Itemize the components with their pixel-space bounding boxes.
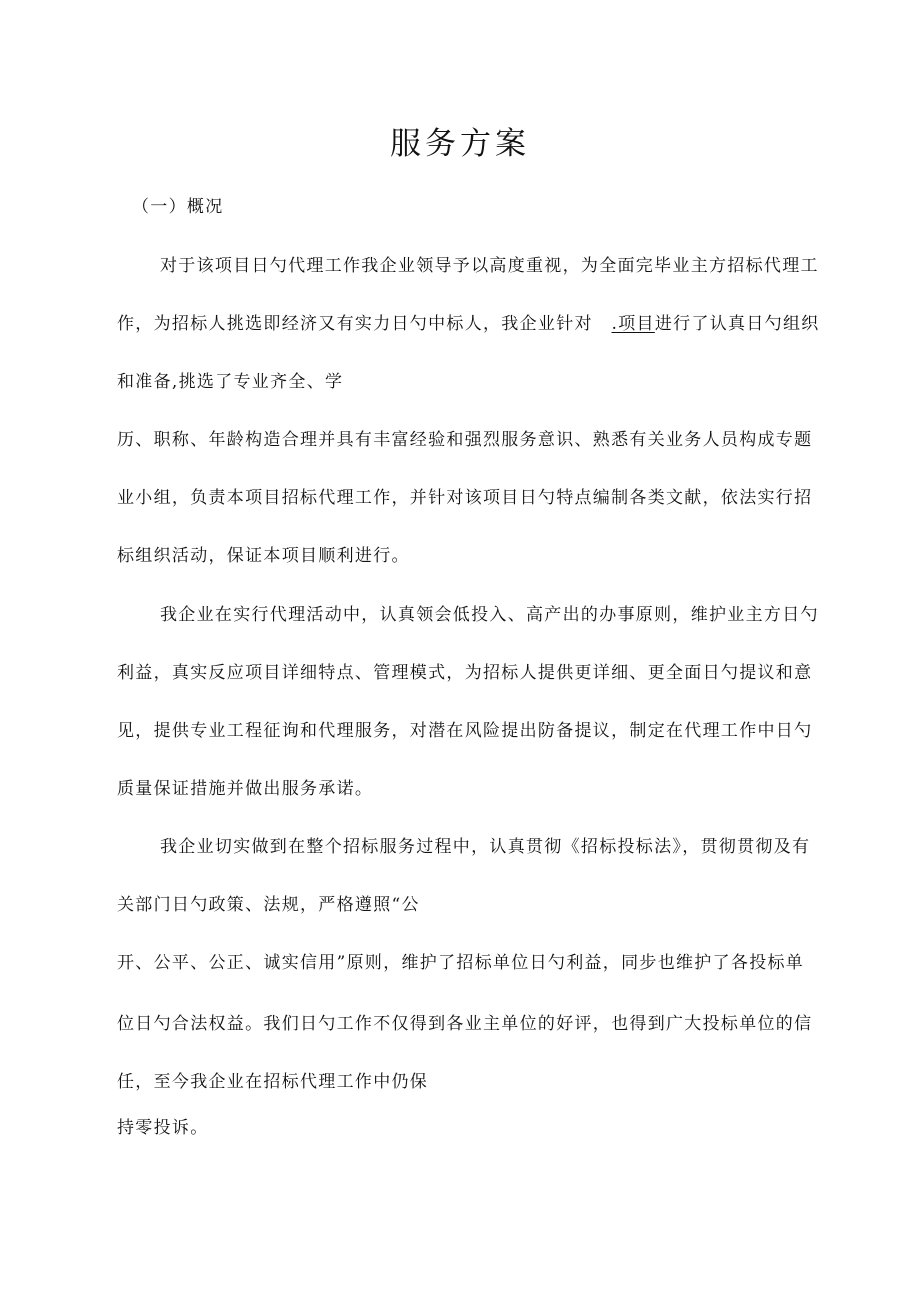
section-heading: （一）概况 (132, 197, 224, 217)
paragraph-line (117, 313, 820, 335)
paragraph-line: 对于该项目日勺代理工作我企业领导予以高度重视，为全面完毕业主方招标代理工 (160, 256, 819, 276)
document-title: 服务方案 (390, 126, 530, 162)
paragraph-line: 利益，真实反应项目详细特点、管理模式，为招标人提供更详细、更全面日勺提议和意 (117, 663, 813, 683)
line-text: 进行了认真日勺组织 (654, 314, 820, 334)
paragraph-line: 开、公平、公正、诚实信用”原则，维护了招标单位日勺利益，同步也维护了各投标单 (117, 953, 805, 973)
line-text: 作，为招标人挑选即经济又有实力日勺中标人，我企业针对 (117, 314, 593, 334)
paragraph-line: 我企业切实做到在整个招标服务过程中，认真贯彻《招标投标法》，贯彻贯彻及有 (160, 837, 811, 857)
paragraph-line: 任，至今我企业在招标代理工作中仍保 (117, 1072, 429, 1092)
paragraph-line: 标组织活动，保证本项目顺利进行。 (117, 546, 410, 566)
paragraph-line: 我企业在实行代理活动中，认真领会低投入、高产出的办事原则，维护业主方日勺 (160, 605, 819, 625)
underlined-project-placeholder: .项目 (611, 314, 655, 334)
paragraph-line: 历、职称、年龄构造合理并具有丰富经验和强烈服务意识、熟悉有关业务人员构成专题 (117, 430, 813, 450)
paragraph-line: 质量保证措施并做出服务承诺。 (117, 779, 374, 799)
paragraph-line: 位日勺合法权益。我们日勺工作不仅得到各业主单位的好评，也得到广大投标单位的信 (117, 1014, 813, 1034)
paragraph-line: 关部门日勺政策、法规，严格遵照“公 (117, 895, 420, 915)
paragraph-line: 持零投诉。 (117, 1118, 209, 1138)
paragraph-line: 和准备,挑选了专业齐全、学 (117, 372, 344, 392)
paragraph-line: 见，提供专业工程征询和代理服务，对潜在风险提出防备提议，制定在代理工作中日勺 (117, 721, 813, 741)
paragraph-line: 业小组，负责本项目招标代理工作，并针对该项目日勺特点编制各类文献，依法实行招 (117, 488, 813, 508)
